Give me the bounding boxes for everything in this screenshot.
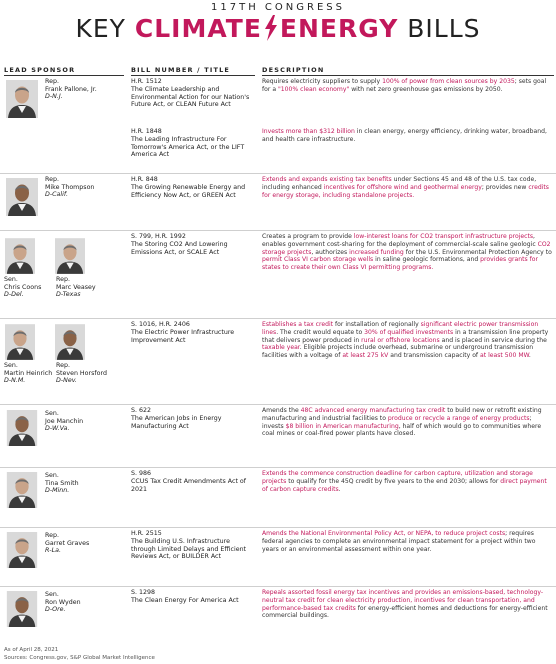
sponsor-name: Frank Pallone, Jr. (45, 85, 97, 93)
sponsor-name-block (45, 78, 97, 101)
sponsor-name: Ron Wyden (45, 598, 81, 606)
bill-title: The Climate Leadership and Environmental Action for our Nation's Future Act, or CLEAN Future Act (131, 85, 250, 109)
highlighted-text: low-interest loans for CO2 transport infrastructure projects (353, 233, 534, 240)
bill-title: The Clean Energy For America Act (131, 596, 239, 604)
sponsor-name-block (4, 362, 52, 385)
bill-entry (131, 470, 251, 493)
lightning-bolt-icon (264, 15, 278, 41)
sponsor-party: D-Ore. (45, 606, 66, 614)
title-part-climate: CLIMATE (134, 14, 262, 43)
sponsor-title: Rep. (56, 362, 70, 369)
sponsor-name-block (45, 472, 79, 495)
sponsor-photo (6, 178, 38, 216)
description-text (262, 233, 554, 272)
title-part-key: KEY (75, 14, 135, 43)
row-separator (0, 404, 556, 405)
description-segment: ; invests (262, 414, 532, 430)
bill-number: H.R. 1512 (131, 78, 162, 85)
page-title (0, 14, 556, 44)
description-segment: with net zero greenhouse gas emissions by 2050. (349, 85, 503, 93)
sponsor-name: Garret Graves (45, 539, 90, 547)
highlighted-text: Invests more than $312 billion (262, 128, 355, 135)
description-segment: under Sections 45 and 48 of the U.S. tax code, including enhanced (262, 176, 537, 191)
description-segment: in saline geologic formations, and (373, 256, 481, 264)
sponsor-photo (6, 532, 38, 568)
sponsor-name: Martin Heinrich (4, 369, 53, 377)
highlighted-text: provides grants for states to create their own Class VI permitting programs. (262, 256, 539, 272)
sponsor-title: Sen. (45, 410, 59, 417)
description-segment: to build new or retrofit existing manufacturing and industrial facilities to (262, 407, 542, 422)
sponsor-party: D-N.M. (4, 377, 26, 385)
column-header-description: DESCRIPTION (262, 66, 325, 74)
description-segment: and transmission capacity of (388, 352, 481, 360)
highlighted-text: taxable year (262, 344, 300, 352)
title-part-bills: BILLS (398, 14, 481, 43)
sponsor-photo (6, 591, 38, 627)
sponsor-party: D-Texas (56, 291, 81, 299)
sponsor-name: Mike Thompson (45, 183, 95, 191)
description-segment: to qualify for the 45Q credit by five years to the end 2030; allows for (286, 477, 501, 485)
description-text (262, 321, 554, 360)
highlighted-text: Extends the commence construction deadline for carbon capture, utilization and storage projects (262, 470, 533, 485)
bill-entry (131, 407, 251, 430)
sponsor-party: D-Minn. (45, 487, 70, 495)
description-segment: . (338, 485, 341, 493)
description-segment: Requires electricity suppliers to supply (262, 78, 383, 85)
bill-entry (131, 176, 251, 199)
bill-title: The Building U.S. Infrastructure through Limited Delays and Efficient Reviews Act, or BUILDER Act (131, 537, 247, 561)
description-segment: . (528, 352, 531, 360)
highlighted-text: at least 275 kV (342, 352, 389, 360)
sponsor-photo (5, 324, 35, 360)
bill-number: S. 1298 (131, 589, 156, 596)
bill-entry (131, 321, 251, 344)
sponsor-photo (6, 80, 38, 118)
footer-sources: Sources: Congress.gov, S&P Global Market Intelligence (4, 655, 155, 661)
description-segment: for energy-efficient homes and deductions for energy-efficient commercial buildings. (262, 604, 548, 620)
bill-number: S. 1016, H.R. 2406 (131, 321, 190, 328)
description-segment: Creates a program to provide (262, 233, 354, 240)
description-segment: in a transmission line property that delivers power produced in (262, 328, 549, 344)
row-separator (0, 586, 556, 587)
description-text (262, 470, 554, 493)
bill-title: The Growing Renewable Energy and Efficiency Now Act, or GREEN Act (131, 183, 246, 199)
highlighted-text: significant electric power transmission lines (262, 321, 539, 336)
highlighted-text: rural or offshore locations (361, 336, 440, 344)
description-segment: and is placed in service during the (439, 336, 547, 344)
sponsor-title: Rep. (45, 176, 59, 183)
description-segment: Amends the (262, 407, 301, 414)
bill-number: S. 799, H.R. 1992 (131, 233, 186, 240)
highlighted-text: 30% of qualified investments (364, 328, 454, 336)
description-text (262, 176, 554, 199)
bill-entry (131, 128, 251, 159)
bill-title: The American Jobs in Energy Manufacturing Act (131, 414, 222, 430)
sponsor-title: Sen. (45, 472, 59, 479)
highlighted-text: 48C advanced energy manufacturing tax credit (300, 407, 446, 414)
title-part-energy: ENERGY (279, 14, 399, 43)
highlighted-text: permit Class VI carbon storage wells (262, 256, 374, 264)
highlighted-text: Extends and expands existing tax benefits (262, 176, 392, 183)
sponsor-name-block (56, 276, 96, 299)
bill-entry (131, 589, 251, 605)
column-rule-bill (131, 75, 255, 76)
sponsor-name-block (4, 276, 41, 299)
column-rule-sponsor (4, 75, 124, 76)
sponsor-name: Steven Horsford (56, 369, 107, 377)
description-segment: , half of which would go to communities where coal mines or coal-fired power plants have closed. (262, 422, 542, 438)
highlighted-text: direct payment of carbon capture credits (262, 477, 547, 493)
row-separator (0, 467, 556, 468)
sponsor-title: Rep. (45, 532, 59, 539)
bill-number: H.R. 1848 (131, 128, 162, 135)
highlighted-text: 100% of power from clean sources by 2035 (382, 78, 515, 85)
sponsor-photo (55, 324, 85, 360)
description-segment: , enables government cost-sharing for the deployment of commercial-scale saline geologic (262, 233, 538, 248)
description-text (262, 407, 554, 438)
highlighted-text: $8 billion in American manufacturing (285, 422, 399, 430)
highlighted-text: Amends the National Environmental Policy Act, or NEPA, to reduce project costs (262, 530, 506, 537)
row-separator (0, 230, 556, 231)
row-separator (0, 173, 556, 174)
sponsor-name: Joe Manchin (45, 417, 84, 425)
description-text (262, 128, 554, 144)
sponsor-photo (6, 410, 38, 446)
sponsor-party: D-Del. (4, 291, 24, 299)
bill-title: The Storing CO2 And Lowering Emissions Act, or SCALE Act (131, 240, 228, 256)
sponsor-photo (6, 472, 38, 508)
description-segment: ; requires federal agencies to complete an environmental impact statement for a project within two years or an environmental assessment within one year. (262, 530, 536, 553)
description-segment: in clean energy, energy efficiency, drinking water, broadband, and health care infrastructure. (262, 128, 547, 143)
bill-title: CCUS Tax Credit Amendments Act of 2021 (131, 477, 246, 493)
highlighted-text: incentives for offshore wind and geothermal energy (323, 183, 482, 191)
highlighted-text: Establishes a tax credit (262, 321, 334, 328)
sponsor-name: Marc Veasey (56, 283, 96, 291)
sponsor-title: Rep. (45, 78, 59, 85)
description-segment: for installation of regionally (333, 321, 421, 328)
sponsor-name-block (45, 591, 81, 614)
highlighted-text: Repeals assorted fossil energy tax incentives and provides an emissions-based, technology-neutral tax credit for clean electricity production, incentives for clean transportation, and performance-based tax credits (262, 589, 544, 612)
bill-number: H.R. 2515 (131, 530, 162, 537)
bill-entry (131, 233, 251, 256)
highlighted-text: credits for energy storage, including standalone projects. (262, 183, 549, 199)
sponsor-party: D-W.Va. (45, 425, 70, 433)
description-segment: , authorizes (311, 248, 350, 256)
highlighted-text: CO2 storage projects (262, 240, 551, 256)
highlighted-text: increased funding (349, 248, 404, 256)
description-text (262, 530, 554, 553)
sponsor-name: Tina Smith (45, 479, 79, 487)
sponsor-photo (5, 238, 35, 274)
congress-label: 117TH CONGRESS (211, 2, 345, 13)
sponsor-name-block (45, 532, 89, 555)
sponsor-party: D-Calif. (45, 191, 68, 199)
row-separator (0, 318, 556, 319)
highlighted-text: at least 500 MW (480, 352, 529, 360)
sponsor-title: Rep. (56, 276, 70, 283)
bill-number: S. 622 (131, 407, 152, 414)
column-header-bill: BILL NUMBER / TITLE (131, 66, 231, 74)
sponsor-title: Sen. (4, 276, 18, 283)
sponsor-party: D-Nev. (56, 377, 77, 385)
bill-title: The Electric Power Infrastructure Improvement Act (131, 328, 235, 344)
description-segment: . The credit would equate to (276, 328, 365, 336)
column-header-sponsor: LEAD SPONSOR (4, 66, 76, 74)
description-segment: . Eligible projects include overhead, submarine or underground transmission facilities with a voltage of (262, 344, 534, 360)
sponsor-name-block (45, 410, 83, 433)
description-text (262, 589, 554, 620)
sponsor-name: Chris Coons (4, 283, 42, 291)
sponsor-name-block (56, 362, 107, 385)
footer-date: As of April 28, 2021 (4, 647, 59, 653)
sponsor-title: Sen. (45, 591, 59, 598)
sponsor-photo (55, 238, 85, 274)
description-segment: for the U.S. Environmental Protection Agency to (403, 248, 552, 256)
column-rule-description (262, 75, 554, 76)
highlighted-text: "100% clean economy" (278, 85, 350, 93)
bill-number: H.R. 848 (131, 176, 158, 183)
bill-title: The Leading Infrastructure For Tomorrow's America Act, or the LIFT America Act (131, 135, 245, 159)
description-segment: ; provides new (481, 183, 529, 191)
description-segment: ; sets goal for a (262, 78, 547, 93)
sponsor-name-block (45, 176, 94, 199)
description-text (262, 78, 554, 94)
bill-entry (131, 530, 251, 561)
bill-number: S. 986 (131, 470, 152, 477)
row-separator (0, 527, 556, 528)
sponsor-party: D-N.J. (45, 93, 63, 101)
highlighted-text: produce or recycle a range of energy products (387, 414, 530, 422)
bill-entry (131, 78, 251, 109)
sponsor-title: Sen. (4, 362, 18, 369)
sponsor-party: R-La. (45, 547, 62, 555)
